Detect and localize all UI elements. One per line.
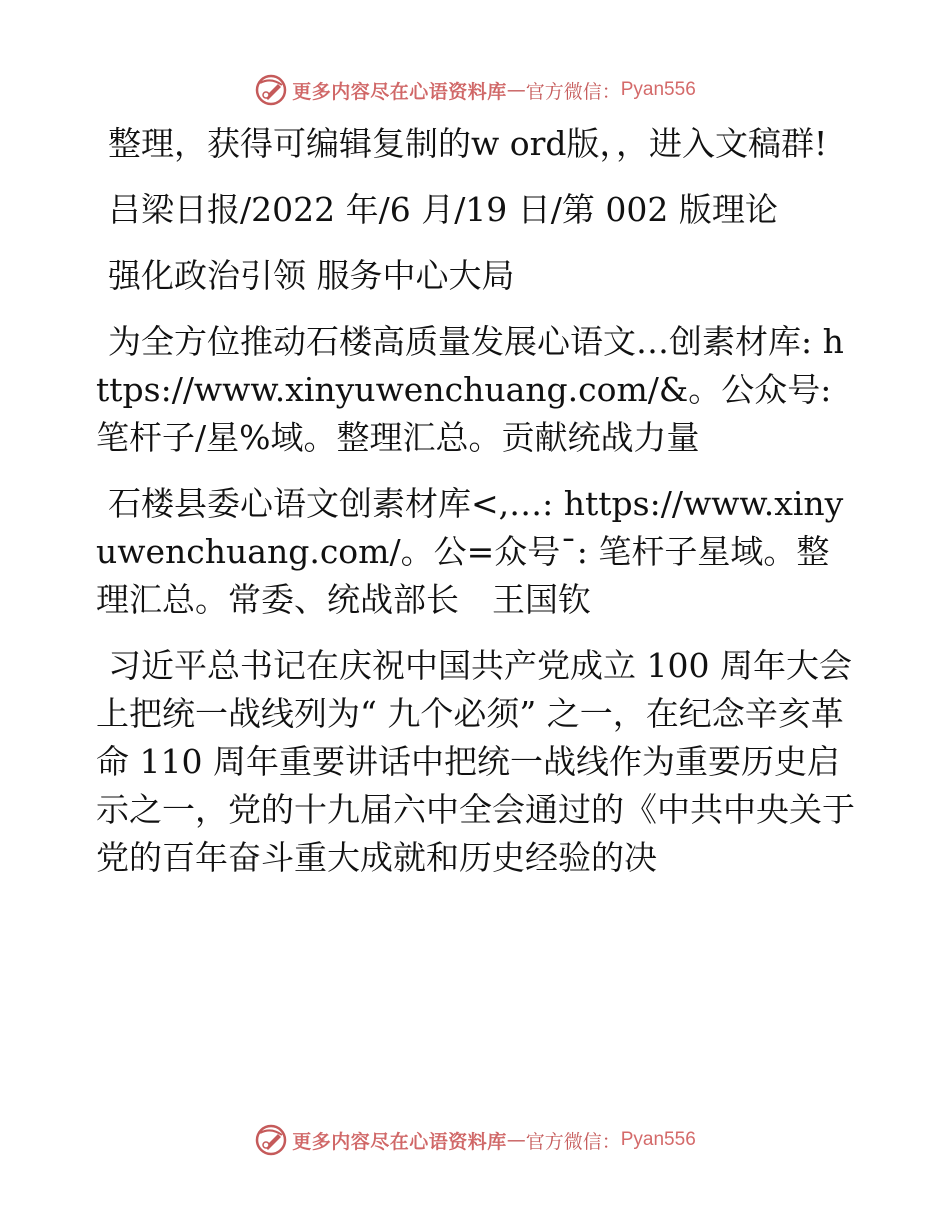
article-title: 强化政治引领 服务中心大局 <box>108 256 515 295</box>
banner-dash: — <box>506 79 526 101</box>
banner-dash: — <box>506 1129 526 1151</box>
banner-brand-text: 更多内容尽在心语资料库 <box>292 80 507 103</box>
banner-wechat-account: Pyan556 <box>620 79 696 100</box>
body-paragraph: 习近平总书记在庆祝中国共产党成立 100 周年大会上把统一战线列为“ 九个必须” 之一，在纪念辛亥革命 110 周年重要讲话中把统一战线作为重要历史启示之一，党的十九届六中全会通过的《中共中央关于党的百年奋斗重大成就和历史经验的决 <box>96 646 855 877</box>
footer-watermark-banner <box>0 1120 950 1160</box>
banner-wechat-account: Pyan556 <box>620 1129 696 1150</box>
banner-wechat-label: 官方微信： <box>525 1130 621 1153</box>
subtitle-paragraph: 为全方位推动石楼高质量发展心语文…创素材库: https://www.xinyuwenchuang.com/&。公众号: 笔杆子/星%域。整理汇总。贡献统战力量 <box>96 322 844 457</box>
header-watermark-banner <box>0 70 950 110</box>
banner-wechat-label: 官方微信： <box>525 80 621 103</box>
banner-brand-text: 更多内容尽在心语资料库 <box>292 1130 507 1153</box>
pen-logo-icon <box>254 1123 288 1157</box>
author-paragraph: 石楼县委心语文创素材库<,…: https://www.xinyuwenchuang.com/。公=众号¯: 笔杆子星域。整理汇总。常委、统战部长 王国钦 <box>96 484 844 619</box>
source-line: 吕梁日报/2022 年/6 月/19 日/第 002 版理论 <box>108 190 778 229</box>
intro-paragraph: 整理，获得可编辑复制的w ord版，，进入文稿群! <box>108 124 828 163</box>
document-body <box>96 120 856 900</box>
pen-logo-icon <box>254 73 288 107</box>
